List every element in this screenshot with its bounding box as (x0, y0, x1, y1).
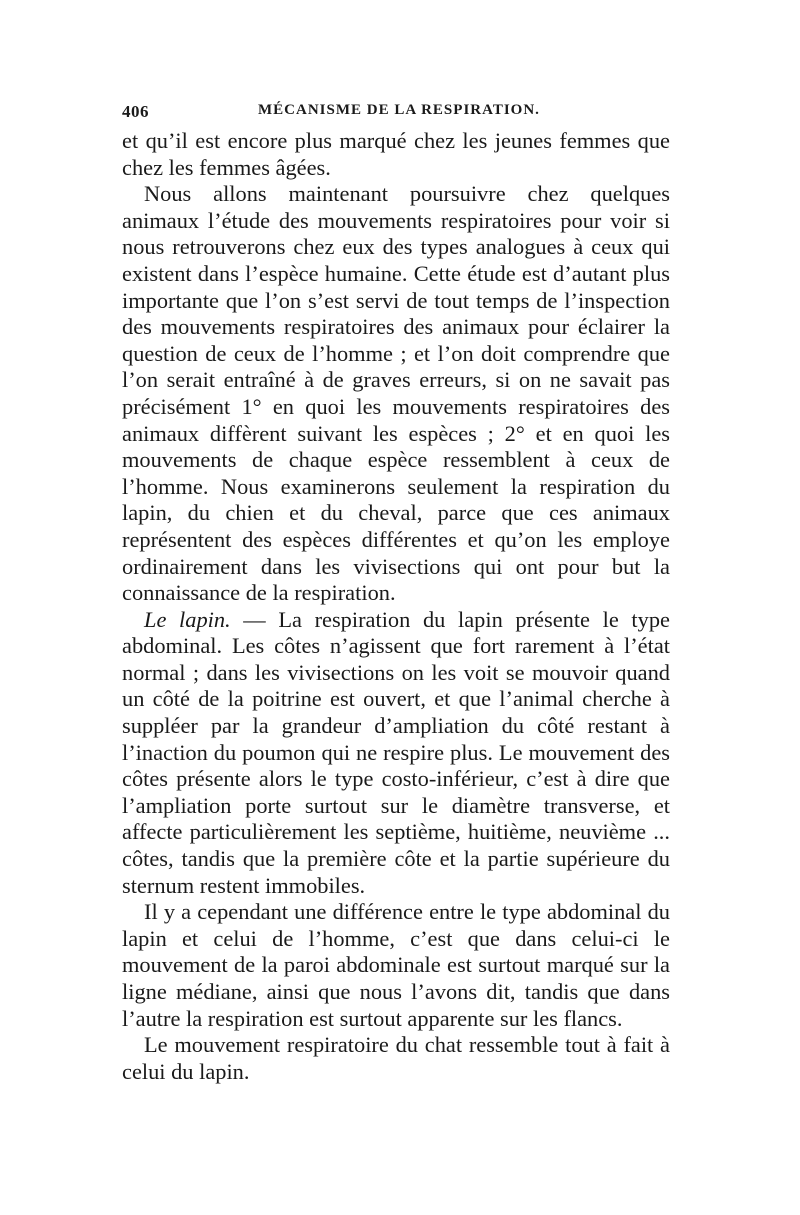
page-number: 406 (122, 102, 149, 121)
paragraph-3 (122, 607, 670, 900)
paragraph-2: Nous allons maintenant poursuivre chez quelques animaux l’étude des mouvements respiratoires pour voir si nous retrouverons chez eux des types analogues à ceux qui existent dans l’espèce humaine. Cette étude est d’autant plus importante que l’on s’est servi de tout temps de l’inspection des mouvements respiratoires des animaux pour éclairer la question de ceux de l’homme ; et l’on doit comprendre que l’on serait entraîné à de graves erreurs, si on ne savait pas précisément 1° en quoi les mouvements respiratoires des animaux diffèrent suivant les espèces ; 2° et en quoi les mouvements de chaque espèce ressemblent à ceux de l’homme. Nous examinerons seulement la respiration du lapin, du chien et du cheval, parce que ces animaux représentent des espèces différentes et qu’on les employe ordinairement dans les vivisections qui ont pour but la connaissance de la respiration. (122, 181, 670, 606)
section-heading-lapin: Le lapin. (144, 606, 231, 632)
body-text (122, 128, 670, 1085)
book-page (122, 96, 670, 1085)
running-head (122, 96, 670, 128)
paragraph-3-text: — La respiration du lapin présente le type abdominal. Les côtes n’agissent que fort rarement à l’état normal ; dans les vivisections on les voit se mouvoir quand un côté de la poitrine est ouvert, et que l’animal cherche à suppléer par la grandeur d’ampliation du côté restant à l’inaction du poumon qui ne respire plus. Le mouvement des côtes présente alors le type costo-inférieur, c’est à dire que l’ampliation porte surtout sur le diamètre transverse, et affecte particulièrement les septième, huitième, neuvième ... côtes, tandis que la première côte et la partie supérieure du sternum restent immobiles. (122, 606, 670, 898)
running-title: MÉCANISME DE LA RESPIRATION. (258, 102, 540, 118)
paragraph-5: Le mouvement respiratoire du chat ressemble tout à fait à celui du lapin. (122, 1032, 670, 1084)
paragraph-4: Il y a cependant une différence entre le type abdominal du lapin et celui de l’homme, c’est que dans celui-ci le mouvement de la paroi abdominale est surtout marqué sur la ligne médiane, ainsi que nous l’avons dit, tandis que dans l’autre la respiration est surtout apparente sur les flancs. (122, 899, 670, 1031)
paragraph-1: et qu’il est encore plus marqué chez les jeunes femmes que chez les femmes âgées. (122, 128, 670, 180)
